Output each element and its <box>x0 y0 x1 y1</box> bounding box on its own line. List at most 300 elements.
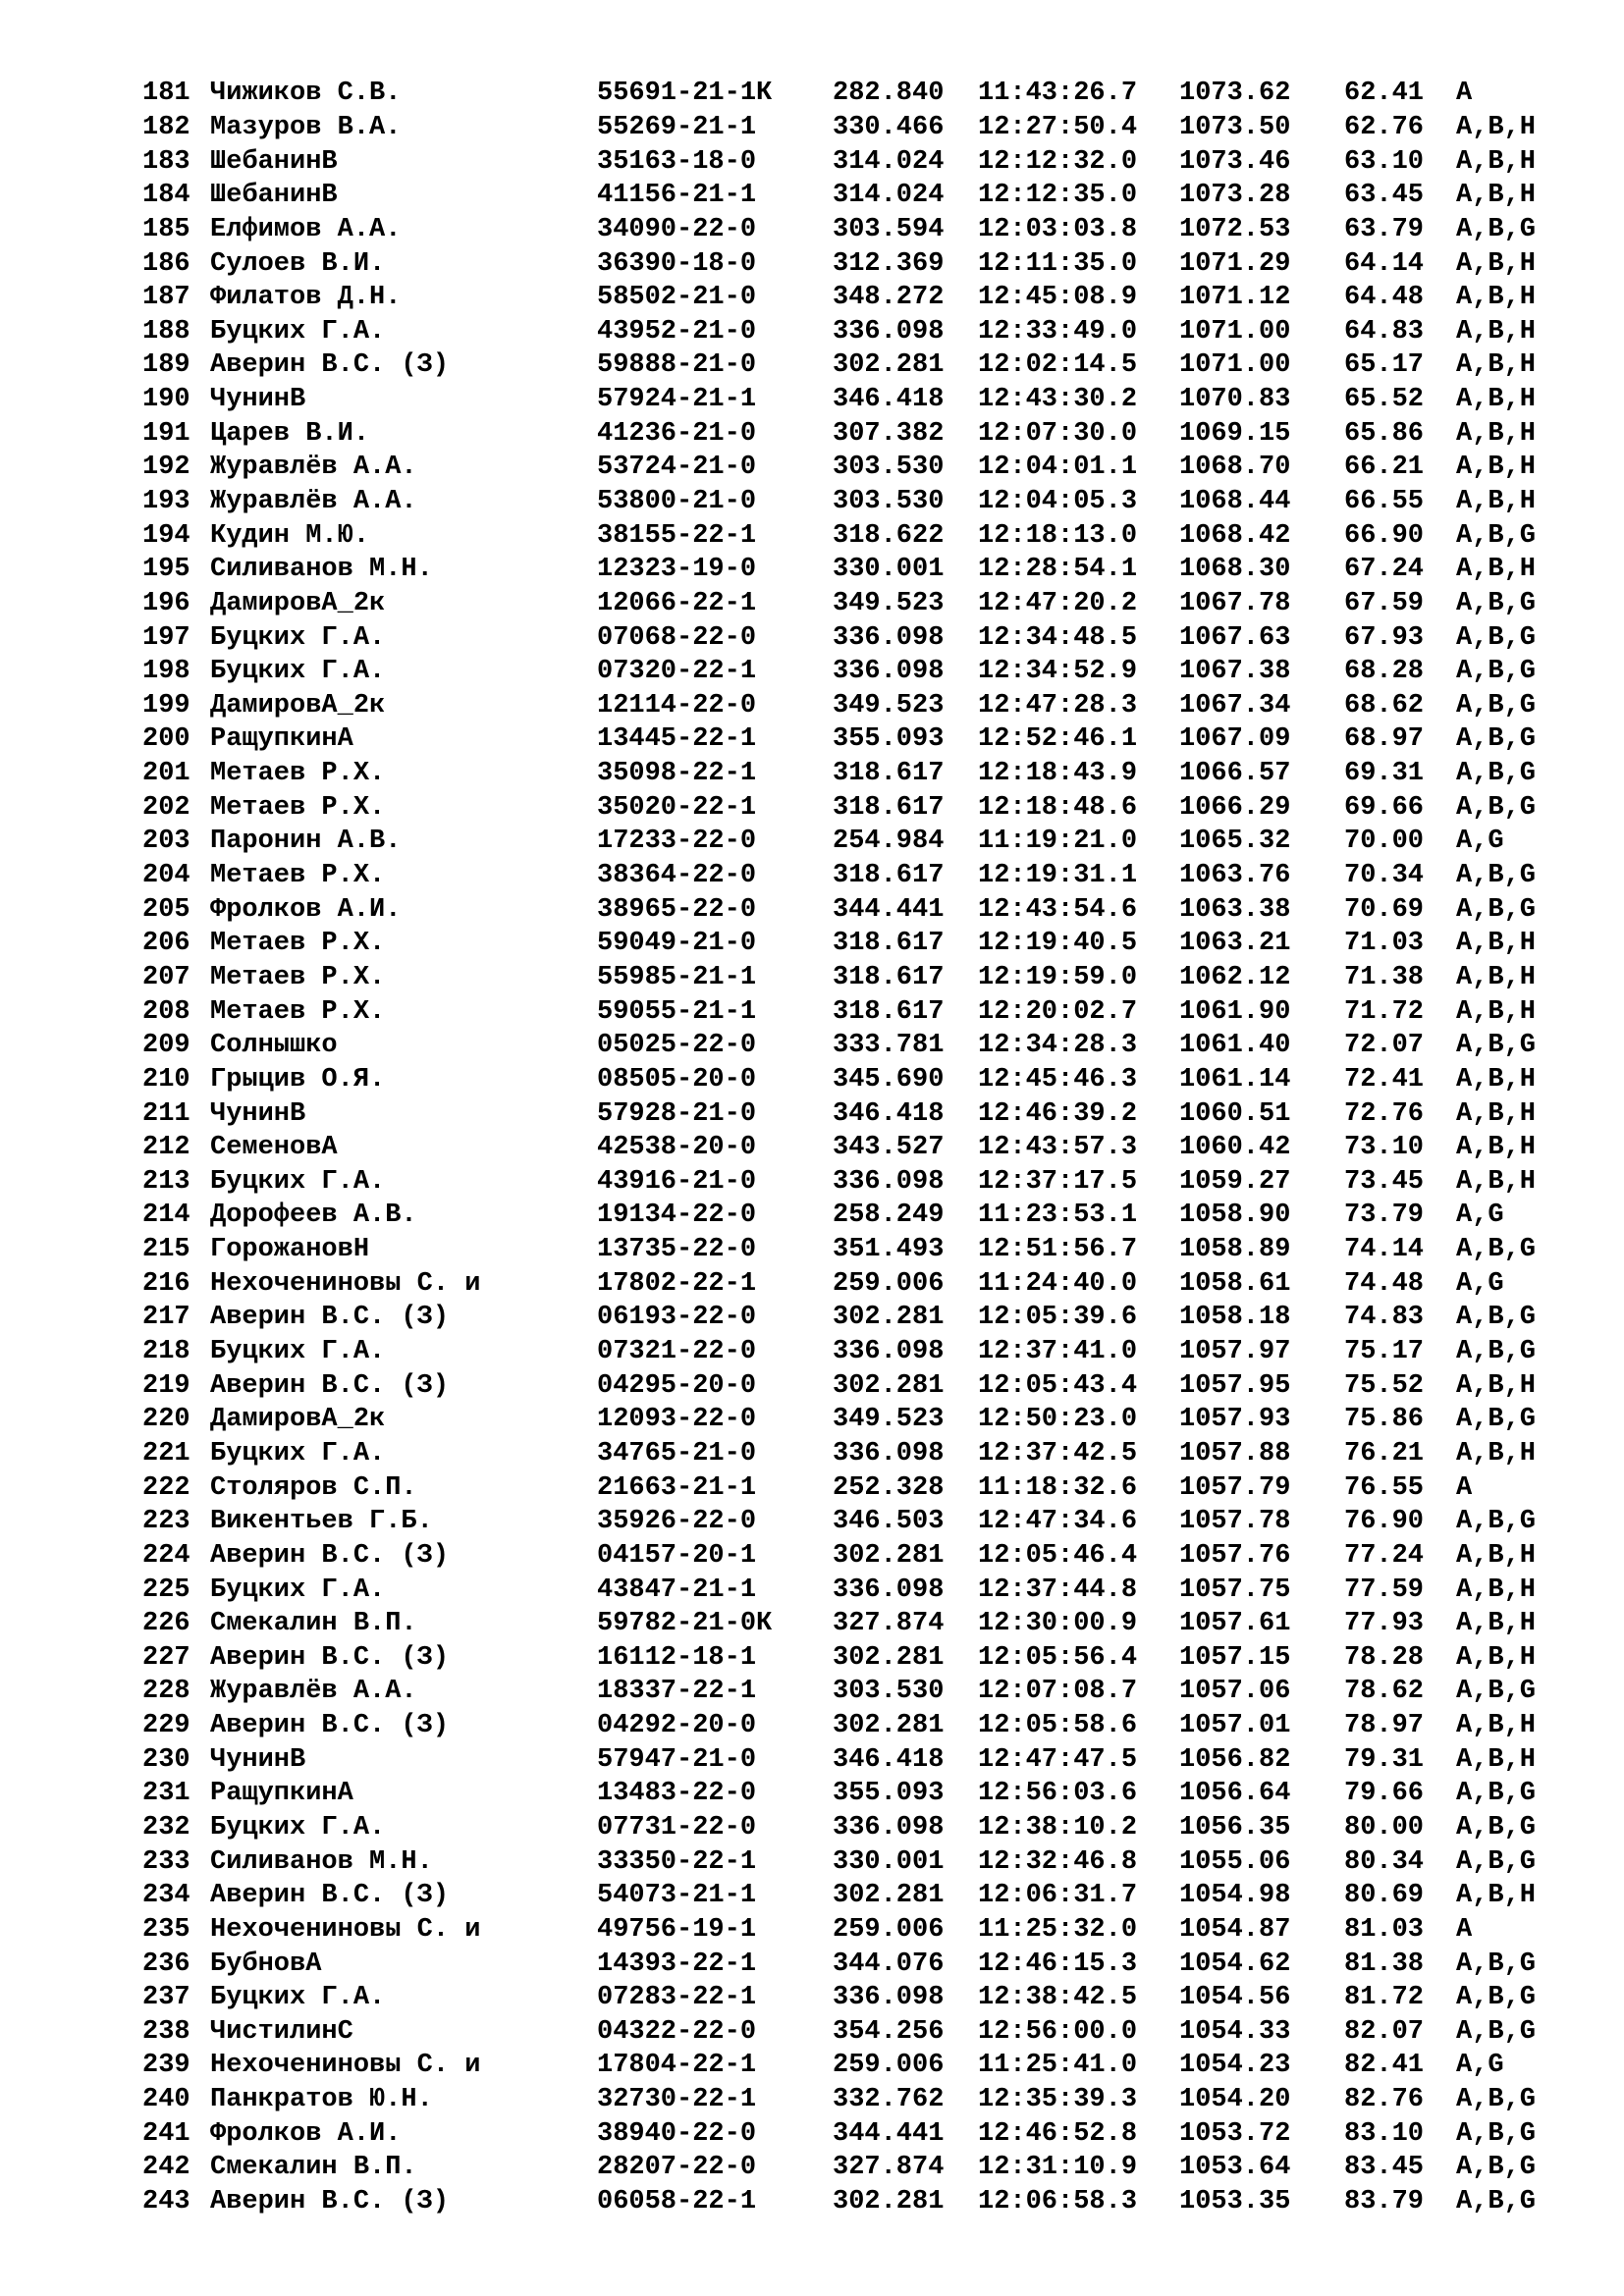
points: 80.34 <box>1344 1846 1425 1877</box>
fancier-name: Буцких Г.А. <box>210 1337 386 1367</box>
ring-number: 43916-21-0 <box>597 1166 757 1197</box>
place-number: 213 <box>142 1166 190 1197</box>
points: 72.76 <box>1344 1098 1425 1129</box>
ring-number: 55691-21-1К <box>597 79 773 109</box>
category-flags: A,B,H <box>1456 1133 1537 1163</box>
points: 68.62 <box>1344 690 1425 721</box>
category-flags: A,B,G <box>1456 724 1537 755</box>
place-number: 220 <box>142 1405 190 1435</box>
ring-number: 12114-22-0 <box>597 690 757 721</box>
speed: 1073.50 <box>1179 112 1291 142</box>
table-row <box>142 2151 1576 2185</box>
fancier-name: ГорожановН <box>210 1235 370 1265</box>
table-row <box>142 1233 1576 1267</box>
category-flags: A,B,G <box>1456 657 1537 687</box>
ring-number: 53724-21-0 <box>597 453 757 483</box>
table-row <box>142 111 1576 145</box>
place-number: 194 <box>142 520 190 551</box>
arrival-time: 12:46:39.2 <box>978 1098 1138 1129</box>
ring-number: 53800-21-0 <box>597 487 757 516</box>
ring-number: 35098-22-1 <box>597 759 757 789</box>
points: 72.07 <box>1344 1031 1425 1061</box>
table-row <box>142 383 1576 417</box>
ring-number: 57947-21-0 <box>597 1744 757 1775</box>
arrival-time: 12:19:40.5 <box>978 929 1138 959</box>
distance: 354.256 <box>833 2016 945 2047</box>
distance: 307.382 <box>833 418 945 449</box>
place-number: 212 <box>142 1133 190 1163</box>
distance: 351.493 <box>833 1235 945 1265</box>
speed: 1054.87 <box>1179 1914 1291 1945</box>
arrival-time: 12:05:43.4 <box>978 1370 1138 1401</box>
points: 75.86 <box>1344 1405 1425 1435</box>
table-row <box>142 2185 1576 2219</box>
fancier-name: Смекалин В.П. <box>210 1609 417 1639</box>
arrival-time: 12:18:48.6 <box>978 792 1138 823</box>
fancier-name: Буцких Г.А. <box>210 622 386 653</box>
category-flags: A,B,G <box>1456 1337 1537 1367</box>
category-flags: A,B,H <box>1456 1540 1537 1571</box>
table-row <box>142 655 1576 689</box>
category-flags: A,B,H <box>1456 316 1537 347</box>
ring-number: 17804-22-1 <box>597 2051 757 2081</box>
speed: 1057.78 <box>1179 1507 1291 1537</box>
arrival-time: 11:24:40.0 <box>978 1268 1138 1299</box>
speed: 1073.46 <box>1179 146 1291 177</box>
place-number: 239 <box>142 2051 190 2081</box>
table-row <box>142 2083 1576 2117</box>
table-row <box>142 927 1576 961</box>
arrival-time: 12:05:46.4 <box>978 1540 1138 1571</box>
points: 74.14 <box>1344 1235 1425 1265</box>
arrival-time: 12:37:44.8 <box>978 1575 1138 1605</box>
arrival-time: 12:46:15.3 <box>978 1949 1138 1979</box>
table-row <box>142 994 1576 1029</box>
fancier-name: ДамировА_2к <box>210 1405 386 1435</box>
points: 83.10 <box>1344 2118 1425 2149</box>
table-row <box>142 451 1576 485</box>
arrival-time: 12:47:28.3 <box>978 690 1138 721</box>
distance: 312.369 <box>833 248 945 279</box>
arrival-time: 12:27:50.4 <box>978 112 1138 142</box>
speed: 1057.06 <box>1179 1677 1291 1707</box>
category-flags: A,B,H <box>1456 487 1537 516</box>
distance: 302.281 <box>833 1642 945 1673</box>
table-row <box>142 1096 1576 1131</box>
distance: 345.690 <box>833 1064 945 1095</box>
place-number: 237 <box>142 1983 190 2013</box>
ring-number: 07320-22-1 <box>597 657 757 687</box>
fancier-name: Панкратов Ю.Н. <box>210 2085 433 2115</box>
distance: 303.530 <box>833 1677 945 1707</box>
place-number: 235 <box>142 1914 190 1945</box>
arrival-time: 12:02:14.5 <box>978 350 1138 381</box>
category-flags: A,B,H <box>1456 1438 1537 1468</box>
ring-number: 54073-21-1 <box>597 1881 757 1911</box>
arrival-time: 11:43:26.7 <box>978 79 1138 109</box>
table-row <box>142 620 1576 655</box>
arrival-time: 12:18:43.9 <box>978 759 1138 789</box>
speed: 1054.98 <box>1179 1881 1291 1911</box>
fancier-name: Аверин В.С. (З) <box>210 350 450 381</box>
category-flags: A,G <box>1456 1268 1504 1299</box>
fancier-name: БубновА <box>210 1949 322 1979</box>
arrival-time: 12:11:35.0 <box>978 248 1138 279</box>
speed: 1057.75 <box>1179 1575 1291 1605</box>
table-row <box>142 1607 1576 1641</box>
category-flags: A,B,H <box>1456 996 1537 1027</box>
speed: 1071.29 <box>1179 248 1291 279</box>
ring-number: 43952-21-0 <box>597 316 757 347</box>
ring-number: 33350-22-1 <box>597 1846 757 1877</box>
distance: 318.617 <box>833 996 945 1027</box>
fancier-name: ДамировА_2к <box>210 690 386 721</box>
category-flags: A,B,H <box>1456 1575 1537 1605</box>
table-row <box>142 587 1576 621</box>
arrival-time: 12:31:10.9 <box>978 2153 1138 2183</box>
points: 76.55 <box>1344 1472 1425 1503</box>
speed: 1067.78 <box>1179 588 1291 618</box>
speed: 1058.61 <box>1179 1268 1291 1299</box>
category-flags: A,B,H <box>1456 555 1537 585</box>
fancier-name: Буцких Г.А. <box>210 1983 386 2013</box>
table-row <box>142 485 1576 519</box>
ring-number: 35020-22-1 <box>597 792 757 823</box>
category-flags: A,B,G <box>1456 2153 1537 2183</box>
category-flags: A,B,G <box>1456 759 1537 789</box>
fancier-name: ЧунинВ <box>210 1744 306 1775</box>
arrival-time: 12:05:56.4 <box>978 1642 1138 1673</box>
arrival-time: 11:25:32.0 <box>978 1914 1138 1945</box>
speed: 1057.15 <box>1179 1642 1291 1673</box>
arrival-time: 12:30:00.9 <box>978 1609 1138 1639</box>
table-row <box>142 825 1576 859</box>
points: 82.41 <box>1344 2051 1425 2081</box>
points: 81.03 <box>1344 1914 1425 1945</box>
distance: 346.503 <box>833 1507 945 1537</box>
place-number: 186 <box>142 248 190 279</box>
distance: 302.281 <box>833 1303 945 1333</box>
place-number: 198 <box>142 657 190 687</box>
place-number: 226 <box>142 1609 190 1639</box>
place-number: 200 <box>142 724 190 755</box>
category-flags: A,B,G <box>1456 2016 1537 2047</box>
arrival-time: 12:07:08.7 <box>978 1677 1138 1707</box>
distance: 258.249 <box>833 1201 945 1231</box>
arrival-time: 12:37:41.0 <box>978 1337 1138 1367</box>
distance: 344.441 <box>833 894 945 925</box>
points: 66.55 <box>1344 487 1425 516</box>
table-row <box>142 1335 1576 1369</box>
points: 72.41 <box>1344 1064 1425 1095</box>
points: 64.14 <box>1344 248 1425 279</box>
table-row <box>142 1063 1576 1097</box>
table-row <box>142 416 1576 451</box>
table-row <box>142 1675 1576 1709</box>
category-flags: A,B,G <box>1456 588 1537 618</box>
category-flags: A,B,H <box>1456 929 1537 959</box>
table-row <box>142 1742 1576 1777</box>
points: 70.00 <box>1344 827 1425 857</box>
arrival-time: 12:06:31.7 <box>978 1881 1138 1911</box>
ring-number: 43847-21-1 <box>597 1575 757 1605</box>
ring-number: 38364-22-0 <box>597 861 757 891</box>
arrival-time: 12:06:58.3 <box>978 2187 1138 2217</box>
fancier-name: Филатов Д.Н. <box>210 283 402 313</box>
fancier-name: ДамировА_2к <box>210 588 386 618</box>
ring-number: 04322-22-0 <box>597 2016 757 2047</box>
distance: 333.781 <box>833 1031 945 1061</box>
place-number: 223 <box>142 1507 190 1537</box>
points: 77.93 <box>1344 1609 1425 1639</box>
distance: 346.418 <box>833 1744 945 1775</box>
ring-number: 07283-22-1 <box>597 1983 757 2013</box>
table-row <box>142 1029 1576 1063</box>
speed: 1057.88 <box>1179 1438 1291 1468</box>
distance: 349.523 <box>833 588 945 618</box>
place-number: 218 <box>142 1337 190 1367</box>
distance: 314.024 <box>833 146 945 177</box>
place-number: 185 <box>142 214 190 244</box>
category-flags: A,B,H <box>1456 283 1537 313</box>
fancier-name: Аверин В.С. (З) <box>210 1370 450 1401</box>
ring-number: 06058-22-1 <box>597 2187 757 2217</box>
ring-number: 04295-20-0 <box>597 1370 757 1401</box>
fancier-name: Силиванов М.Н. <box>210 1846 433 1877</box>
ring-number: 34765-21-0 <box>597 1438 757 1468</box>
arrival-time: 12:43:57.3 <box>978 1133 1138 1163</box>
arrival-time: 12:35:39.3 <box>978 2085 1138 2115</box>
fancier-name: Смекалин В.П. <box>210 2153 417 2183</box>
category-flags: A,B,H <box>1456 350 1537 381</box>
speed: 1057.93 <box>1179 1405 1291 1435</box>
place-number: 199 <box>142 690 190 721</box>
distance: 330.466 <box>833 112 945 142</box>
table-row <box>142 1777 1576 1811</box>
speed: 1068.44 <box>1179 487 1291 516</box>
speed: 1068.30 <box>1179 555 1291 585</box>
distance: 318.622 <box>833 520 945 551</box>
fancier-name: ШебанинВ <box>210 181 338 211</box>
category-flags: A,G <box>1456 1201 1504 1231</box>
place-number: 203 <box>142 827 190 857</box>
table-row <box>142 859 1576 893</box>
points: 78.62 <box>1344 1677 1425 1707</box>
place-number: 210 <box>142 1064 190 1095</box>
ring-number: 35926-22-0 <box>597 1507 757 1537</box>
fancier-name: ЧунинВ <box>210 1098 306 1129</box>
category-flags: A,B,H <box>1456 112 1537 142</box>
arrival-time: 12:51:56.7 <box>978 1235 1138 1265</box>
category-flags: A,B,H <box>1456 1098 1537 1129</box>
category-flags: A,G <box>1456 2051 1504 2081</box>
points: 76.21 <box>1344 1438 1425 1468</box>
distance: 314.024 <box>833 181 945 211</box>
category-flags: A,B,H <box>1456 1370 1537 1401</box>
ring-number: 55985-21-1 <box>597 962 757 992</box>
ring-number: 14393-22-1 <box>597 1949 757 1979</box>
arrival-time: 12:04:01.1 <box>978 453 1138 483</box>
speed: 1057.79 <box>1179 1472 1291 1503</box>
distance: 252.328 <box>833 1472 945 1503</box>
points: 74.48 <box>1344 1268 1425 1299</box>
distance: 259.006 <box>833 1268 945 1299</box>
ring-number: 12066-22-1 <box>597 588 757 618</box>
table-row <box>142 518 1576 553</box>
place-number: 204 <box>142 861 190 891</box>
speed: 1055.06 <box>1179 1846 1291 1877</box>
place-number: 196 <box>142 588 190 618</box>
speed: 1061.14 <box>1179 1064 1291 1095</box>
speed: 1058.90 <box>1179 1201 1291 1231</box>
place-number: 197 <box>142 622 190 653</box>
arrival-time: 12:46:52.8 <box>978 2118 1138 2149</box>
table-row <box>142 1913 1576 1948</box>
speed: 1070.83 <box>1179 385 1291 415</box>
ring-number: 35163-18-0 <box>597 146 757 177</box>
arrival-time: 12:34:48.5 <box>978 622 1138 653</box>
place-number: 195 <box>142 555 190 585</box>
table-row <box>142 1709 1576 1743</box>
speed: 1062.12 <box>1179 962 1291 992</box>
distance: 254.984 <box>833 827 945 857</box>
category-flags: A,B,H <box>1456 146 1537 177</box>
fancier-name: Аверин В.С. (З) <box>210 1711 450 1741</box>
category-flags: A,B,G <box>1456 1812 1537 1842</box>
table-row <box>142 1131 1576 1165</box>
table-row <box>142 1539 1576 1574</box>
category-flags: A,B,H <box>1456 1881 1537 1911</box>
place-number: 201 <box>142 759 190 789</box>
category-flags: A,B,G <box>1456 2118 1537 2149</box>
place-number: 227 <box>142 1642 190 1673</box>
ring-number: 07321-22-0 <box>597 1337 757 1367</box>
points: 75.17 <box>1344 1337 1425 1367</box>
category-flags: A,B,G <box>1456 1507 1537 1537</box>
fancier-name: Буцких Г.А. <box>210 1166 386 1197</box>
place-number: 205 <box>142 894 190 925</box>
ring-number: 57924-21-1 <box>597 385 757 415</box>
fancier-name: СеменовА <box>210 1133 338 1163</box>
place-number: 184 <box>142 181 190 211</box>
fancier-name: Журавлёв А.А. <box>210 1677 417 1707</box>
distance: 336.098 <box>833 1812 945 1842</box>
ring-number: 13483-22-0 <box>597 1779 757 1809</box>
distance: 348.272 <box>833 283 945 313</box>
table-row <box>142 961 1576 995</box>
speed: 1057.97 <box>1179 1337 1291 1367</box>
arrival-time: 12:28:54.1 <box>978 555 1138 585</box>
category-flags: A,B,G <box>1456 1949 1537 1979</box>
points: 68.28 <box>1344 657 1425 687</box>
distance: 336.098 <box>833 1438 945 1468</box>
category-flags: A,B,G <box>1456 690 1537 721</box>
category-flags: A,B,H <box>1456 1064 1537 1095</box>
table-row <box>142 1199 1576 1233</box>
category-flags: A <box>1456 1472 1473 1503</box>
points: 67.93 <box>1344 622 1425 653</box>
place-number: 241 <box>142 2118 190 2149</box>
ring-number: 12323-19-0 <box>597 555 757 585</box>
category-flags: A,B,G <box>1456 1405 1537 1435</box>
ring-number: 34090-22-0 <box>597 214 757 244</box>
category-flags: A,B,H <box>1456 1711 1537 1741</box>
points: 64.48 <box>1344 283 1425 313</box>
table-row <box>142 2015 1576 2050</box>
table-row <box>142 1844 1576 1879</box>
ring-number: 16112-18-1 <box>597 1642 757 1673</box>
distance: 336.098 <box>833 657 945 687</box>
distance: 336.098 <box>833 622 945 653</box>
points: 65.86 <box>1344 418 1425 449</box>
distance: 303.530 <box>833 487 945 516</box>
speed: 1053.64 <box>1179 2153 1291 2183</box>
place-number: 190 <box>142 385 190 415</box>
speed: 1069.15 <box>1179 418 1291 449</box>
fancier-name: Викентьев Г.Б. <box>210 1507 433 1537</box>
fancier-name: Аверин В.С. (З) <box>210 1642 450 1673</box>
points: 62.76 <box>1344 112 1425 142</box>
points: 69.66 <box>1344 792 1425 823</box>
speed: 1057.95 <box>1179 1370 1291 1401</box>
ring-number: 12093-22-0 <box>597 1405 757 1435</box>
arrival-time: 12:34:52.9 <box>978 657 1138 687</box>
place-number: 232 <box>142 1812 190 1842</box>
fancier-name: Силиванов М.Н. <box>210 555 433 585</box>
arrival-time: 12:52:46.1 <box>978 724 1138 755</box>
table-row <box>142 1301 1576 1335</box>
ring-number: 38155-22-1 <box>597 520 757 551</box>
points: 66.21 <box>1344 453 1425 483</box>
table-row <box>142 1403 1576 1437</box>
table-row <box>142 1266 1576 1301</box>
points: 74.83 <box>1344 1303 1425 1333</box>
distance: 318.617 <box>833 861 945 891</box>
arrival-time: 12:56:03.6 <box>978 1779 1138 1809</box>
table-row <box>142 1947 1576 1981</box>
fancier-name: Журавлёв А.А. <box>210 487 417 516</box>
speed: 1067.63 <box>1179 622 1291 653</box>
distance: 302.281 <box>833 1881 945 1911</box>
fancier-name: РащупкинА <box>210 724 353 755</box>
table-row <box>142 213 1576 247</box>
distance: 336.098 <box>833 1983 945 2013</box>
place-number: 224 <box>142 1540 190 1571</box>
fancier-name: Метаев Р.Х. <box>210 759 386 789</box>
place-number: 187 <box>142 283 190 313</box>
arrival-time: 12:03:03.8 <box>978 214 1138 244</box>
category-flags: A,B,G <box>1456 622 1537 653</box>
place-number: 183 <box>142 146 190 177</box>
arrival-time: 12:38:10.2 <box>978 1812 1138 1842</box>
distance: 327.874 <box>833 2153 945 2183</box>
distance: 349.523 <box>833 1405 945 1435</box>
category-flags: A,B,H <box>1456 1642 1537 1673</box>
distance: 344.441 <box>833 2118 945 2149</box>
speed: 1071.12 <box>1179 283 1291 313</box>
arrival-time: 11:18:32.6 <box>978 1472 1138 1503</box>
points: 80.69 <box>1344 1881 1425 1911</box>
category-flags: A,B,H <box>1456 1744 1537 1775</box>
fancier-name: ЧунинВ <box>210 385 306 415</box>
distance: 355.093 <box>833 1779 945 1809</box>
place-number: 219 <box>142 1370 190 1401</box>
speed: 1072.53 <box>1179 214 1291 244</box>
points: 73.10 <box>1344 1133 1425 1163</box>
fancier-name: Буцких Г.А. <box>210 1575 386 1605</box>
distance: 332.762 <box>833 2085 945 2115</box>
distance: 302.281 <box>833 350 945 381</box>
